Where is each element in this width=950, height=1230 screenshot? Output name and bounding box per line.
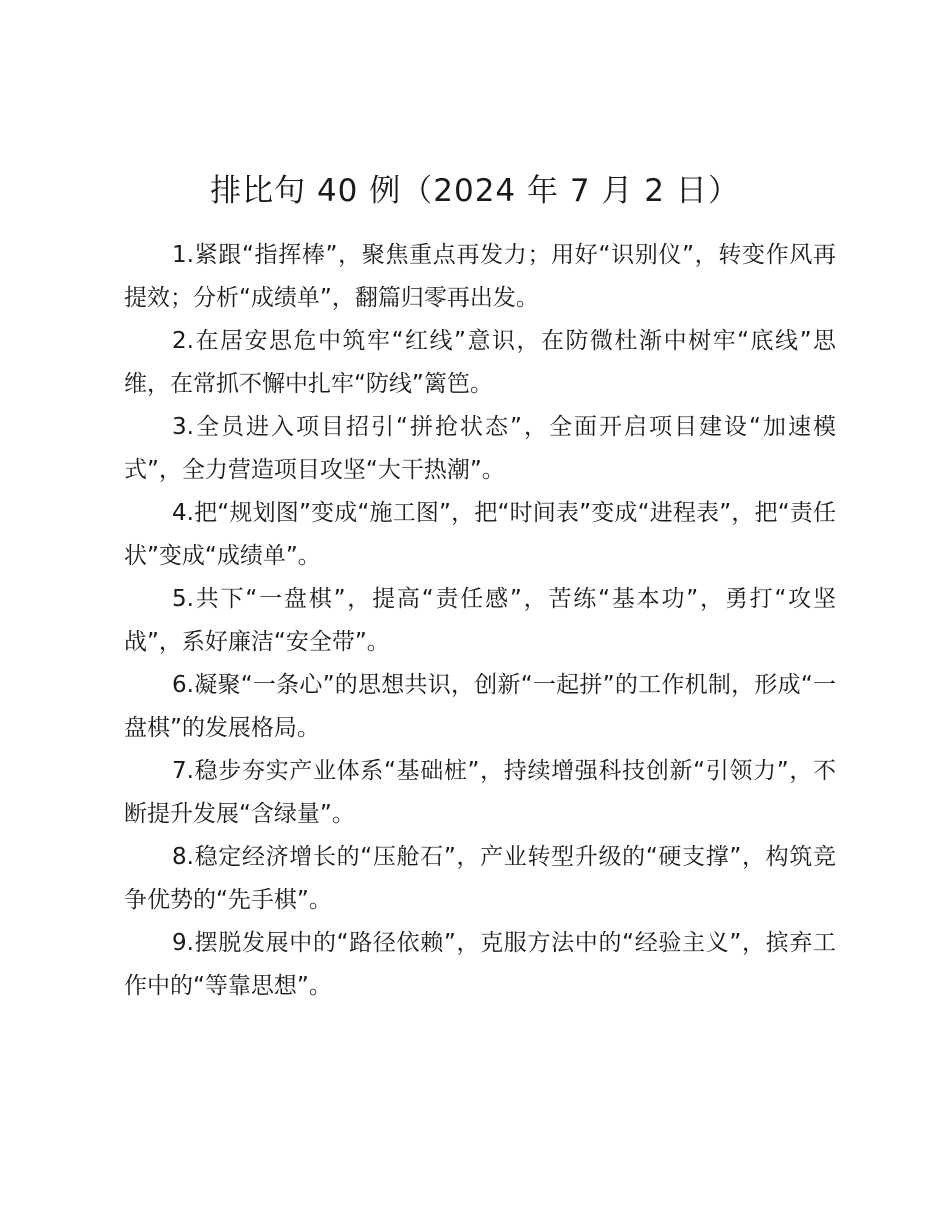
document-title: 排比句 40 例（2024 年 7 月 2 日）	[210, 173, 740, 209]
paragraph-1: 1.紧跟“指挥棒”，聚焦重点再发力；用好“识别仪”，转变作风再提效；分析“成绩单”，翻篇归零再出发。	[124, 242, 836, 311]
paragraph-8: 8.稳定经济增长的“压舱石”，产业转型升级的“硬支撑”，构筑竞争优势的“先手棋”。	[124, 844, 836, 913]
paragraph-7: 7.稳步夯实产业体系“基础桩”，持续增强科技创新“引领力”，不断提升发展“含绿量”。	[124, 758, 836, 827]
paragraph-9: 9.摆脱发展中的“路径依赖”，克服方法中的“经验主义”，摈弃工作中的“等靠思想”。	[124, 930, 836, 999]
paragraph-5: 5.共下“一盘棋”，提高“责任感”，苦练“基本功”，勇打“攻坚战”，系好廉洁“安全带”。	[124, 586, 836, 655]
document-body	[124, 234, 836, 1008]
paragraph-6: 6.凝聚“一条心”的思想共识，创新“一起拼”的工作机制，形成“一盘棋”的发展格局。	[124, 672, 836, 741]
paragraph-3: 3.全员进入项目招引“拼抢状态”，全面开启项目建设“加速模式”，全力营造项目攻坚“大干热潮”。	[124, 414, 836, 483]
paragraph-4: 4.把“规划图”变成“施工图”，把“时间表”变成“进程表”，把“责任状”变成“成绩单”。	[124, 500, 836, 569]
paragraph-2: 2.在居安思危中筑牢“红线”意识，在防微杜渐中树牢“底线”思维，在常抓不懈中扎牢“防线”篱笆。	[124, 328, 836, 397]
